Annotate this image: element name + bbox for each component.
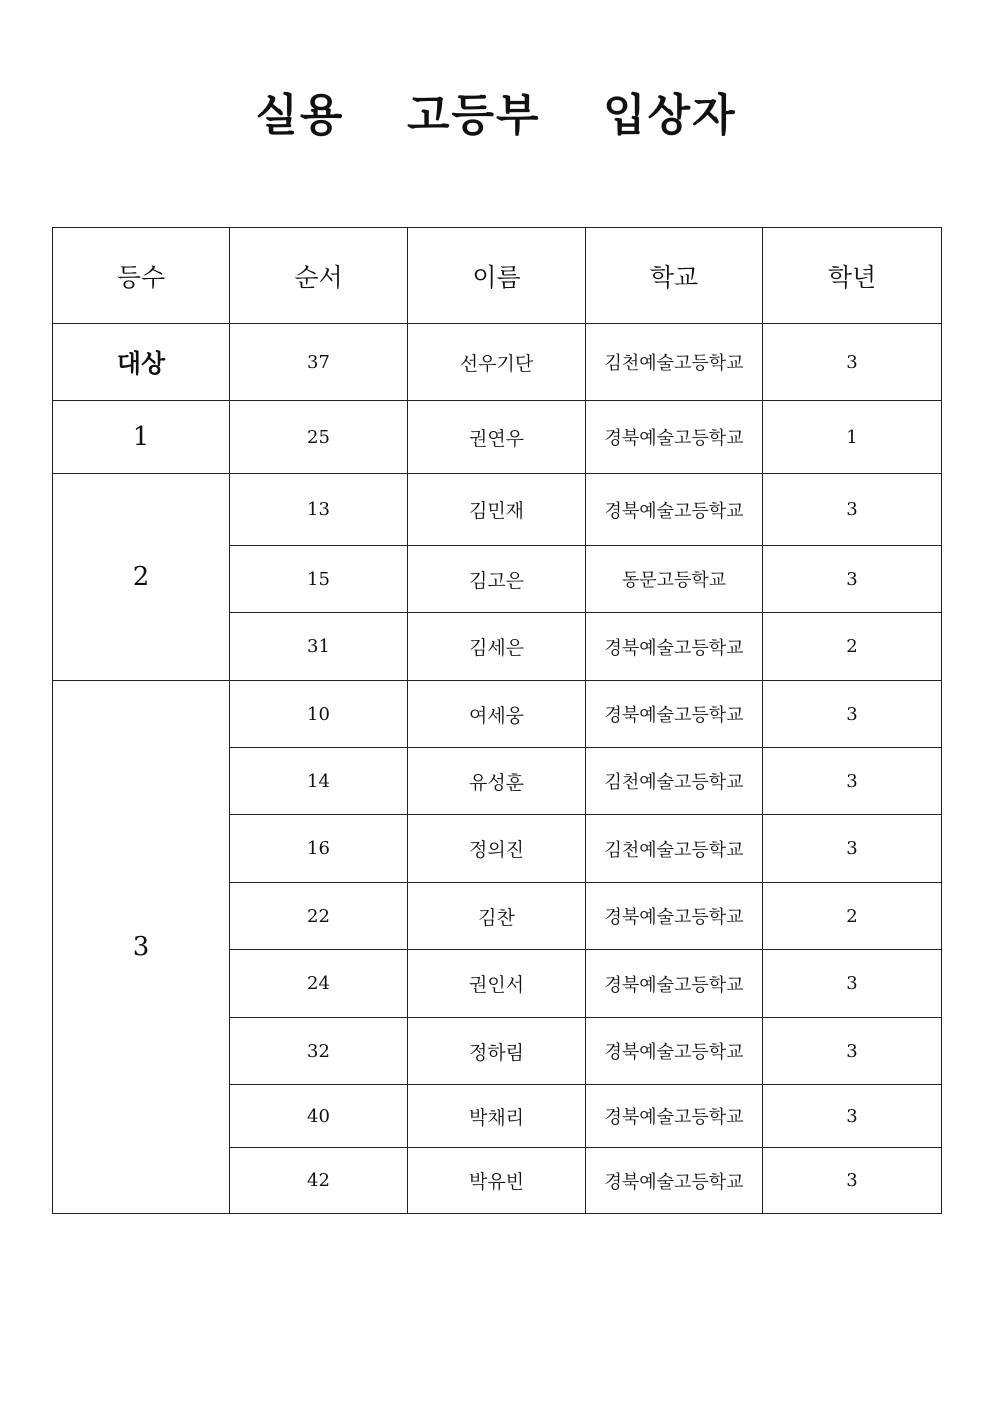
name-cell: 유성훈: [408, 748, 586, 815]
school-cell: 경북예술고등학교: [586, 681, 763, 748]
school-cell: 김천예술고등학교: [586, 815, 763, 883]
school-cell: 동문고등학교: [586, 546, 763, 613]
school-cell: 김천예술고등학교: [586, 324, 763, 401]
order-cell: 42: [230, 1148, 408, 1214]
grade-cell: 3: [763, 546, 942, 613]
order-cell: 25: [230, 401, 408, 474]
name-cell: 김찬: [408, 883, 586, 950]
table-row: [53, 681, 942, 748]
grade-cell: 3: [763, 474, 942, 546]
grade-cell: 3: [763, 815, 942, 883]
order-cell: 24: [230, 950, 408, 1018]
table-row: [53, 474, 942, 546]
rank-cell: 1: [53, 401, 230, 474]
school-cell: 경북예술고등학교: [586, 474, 763, 546]
order-cell: 37: [230, 324, 408, 401]
grade-cell: 3: [763, 748, 942, 815]
table-row: [53, 324, 942, 401]
school-cell: 경북예술고등학교: [586, 950, 763, 1018]
name-cell: 정의진: [408, 815, 586, 883]
table-header-row: [53, 228, 942, 324]
name-cell: 권인서: [408, 950, 586, 1018]
order-cell: 16: [230, 815, 408, 883]
name-cell: 여세웅: [408, 681, 586, 748]
grade-cell: 3: [763, 1148, 942, 1214]
rank-cell: 대상: [53, 324, 230, 401]
grade-cell: 3: [763, 324, 942, 401]
name-cell: 권연우: [408, 401, 586, 474]
rank-cell: 2: [53, 474, 230, 681]
header-name: 이름: [408, 228, 586, 324]
grade-cell: 1: [763, 401, 942, 474]
rank-cell: 3: [53, 681, 230, 1214]
order-cell: 22: [230, 883, 408, 950]
order-cell: 10: [230, 681, 408, 748]
grade-cell: 3: [763, 1018, 942, 1085]
winners-table: [52, 227, 942, 1214]
name-cell: 선우기단: [408, 324, 586, 401]
grade-cell: 3: [763, 1085, 942, 1148]
page-title: 실용 고등부 입상자: [255, 90, 737, 141]
name-cell: 김고은: [408, 546, 586, 613]
school-cell: 경북예술고등학교: [586, 1018, 763, 1085]
school-cell: 경북예술고등학교: [586, 883, 763, 950]
grade-cell: 3: [763, 950, 942, 1018]
school-cell: 경북예술고등학교: [586, 613, 763, 681]
name-cell: 김세은: [408, 613, 586, 681]
school-cell: 경북예술고등학교: [586, 1148, 763, 1214]
name-cell: 김민재: [408, 474, 586, 546]
order-cell: 31: [230, 613, 408, 681]
grade-cell: 3: [763, 681, 942, 748]
header-grade: 학년: [763, 228, 942, 324]
name-cell: 정하림: [408, 1018, 586, 1085]
school-cell: 김천예술고등학교: [586, 748, 763, 815]
name-cell: 박채리: [408, 1085, 586, 1148]
school-cell: 경북예술고등학교: [586, 1085, 763, 1148]
name-cell: 박유빈: [408, 1148, 586, 1214]
table-row: [53, 401, 942, 474]
order-cell: 14: [230, 748, 408, 815]
grade-cell: 2: [763, 613, 942, 681]
order-cell: 32: [230, 1018, 408, 1085]
school-cell: 경북예술고등학교: [586, 401, 763, 474]
header-school: 학교: [586, 228, 763, 324]
header-rank: 등수: [53, 228, 230, 324]
order-cell: 40: [230, 1085, 408, 1148]
order-cell: 13: [230, 474, 408, 546]
header-order: 순서: [230, 228, 408, 324]
grade-cell: 2: [763, 883, 942, 950]
order-cell: 15: [230, 546, 408, 613]
